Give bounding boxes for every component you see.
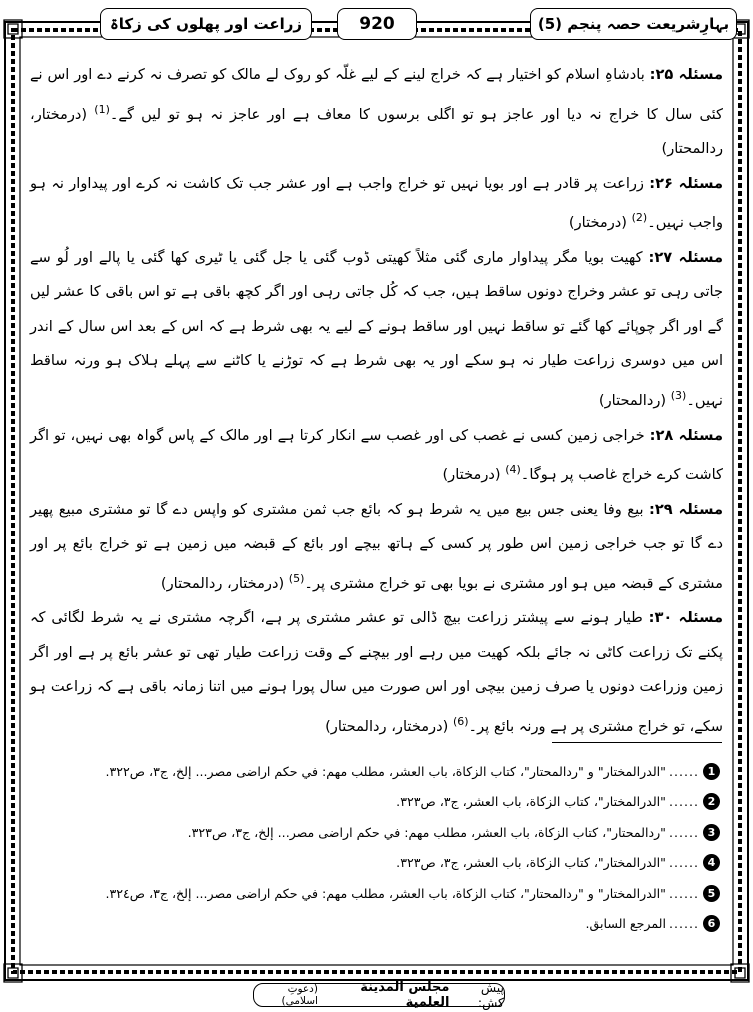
issue-label: مسئلہ ۲۶: [649, 174, 723, 192]
footnote-dots: ...... [668, 824, 699, 840]
publisher-footer [253, 980, 505, 1010]
footnote-dots: ...... [668, 763, 699, 779]
book-title-box [530, 8, 737, 40]
book-title: بہارِشریعت حصہ پنجم (5) [537, 15, 730, 33]
footnote-number: 5 [703, 885, 720, 902]
issue-30 [30, 601, 723, 744]
footnote-5 [30, 878, 720, 909]
footnote-text: "الدرالمختار"، كتاب الزكاة، باب العشر، ج٣، ص٣٢٣. [396, 855, 666, 871]
footer-prefix: پیش کش: [477, 980, 504, 1010]
issue-source: (درمختار) [568, 214, 627, 232]
footnote-text: "الدرالمختار"، كتاب الزكاة، باب العشر، ج٣، ص٣٢٣. [396, 794, 666, 810]
issue-source: (درمختار، ردالمحتار) [30, 105, 723, 158]
issue-25 [30, 58, 723, 167]
footnote-dots: ...... [668, 794, 699, 810]
issue-text: کھیت بویا مگر پیداوار ماری گئی مثلاً کھیتی ڈوب گئی یا جل گئی یا ٹیری کھا گئی یا پالے اور لُو سے جاتی رہی تو عشر وخراج دونوں ساقط ہیں، جب کہ کُل جاتی رہی اور اگر کچھ باقی ہے تو اس باقی کا عشر لیں گے اور اگر چوپائے کھا گئے تو ساقط نہیں اور ساقط ہونے کے لیے یہ بھی شرط ہے کہ اس کے بعد اس سال کے اندر اس میں دوسری زراعت طیار نہ ہو سکے اور یہ بھی شرط ہے کہ توڑنے یا کاٹنے سے پہلے ہلاک ہو ورنہ ساقط نہیں۔ [30, 248, 723, 409]
chapter-title: زراعت اور پھلوں کی زکاۃ [109, 15, 303, 33]
footnote-number: 4 [703, 854, 720, 871]
page-number-box [337, 8, 417, 40]
footnote-ref[interactable]: (3) [670, 389, 687, 403]
issue-source: (درمختار) [442, 465, 501, 483]
issue-label: مسئلہ ۲۵: [649, 66, 723, 83]
issue-26 [30, 167, 723, 241]
footnote-text: "الدرالمختار" و "ردالمحتار"، كتاب الزكاة، باب العشر، مطلب مهم: في حكم اراضى مصر... إلخ، ج٣، ص٣٢٢. [105, 763, 666, 779]
issue-source: (ردالمحتار) [598, 391, 667, 409]
publisher-sub: (دعوتِ اسلامی) [281, 983, 318, 1007]
issue-29 [30, 493, 723, 602]
footnote-number: 6 [703, 915, 720, 932]
footnotes [30, 756, 720, 939]
footnote-ref[interactable]: (1) [94, 102, 110, 116]
issue-source: (درمختار، ردالمحتار) [160, 574, 285, 592]
footnote-ref[interactable]: (6) [452, 714, 469, 728]
footnote-dots: ...... [668, 916, 699, 932]
footnote-text: المرجع السابق. [585, 916, 666, 932]
footnote-ref[interactable]: (4) [505, 463, 521, 477]
page-number: 920 [359, 14, 395, 34]
issue-28 [30, 419, 723, 493]
footnote-number: 2 [703, 793, 720, 810]
issue-text: زراعت پر قادر ہے اور بویا نہیں تو خراج واجب ہے اور عشر جب تک کاشت نہ کرے اور پیداوار نہ ہو واجب نہیں۔ [30, 174, 723, 232]
issue-text: طیار ہونے سے پیشتر زراعت بیچ ڈالی تو عشر مشتری پر ہے، اگرچہ مشتری نے یہ شرط لگائی کہ پکنے تک زراعت کاٹی نہ جائے بلکہ کھیت میں رہے اور بیچنے کے وقت زراعت طیار تھی تو عشر بائع پر ہے اور اگر زمین وزراعت دونوں یا صرف زمین بیچی اور اس صورت میں سال پورا ہونے میں اتنا زمانہ باقی ہے کہ زراعت ہو سکے، تو خراج مشتری پر ہے ورنہ بائع پر۔ [30, 609, 723, 735]
issue-text: بادشاہِ اسلام کو اختیار ہے کہ خراج لینے کے لیے غلّہ کو روک لے مالک کو تصرف نہ کرنے دے اور اس نے کئی سال کا خراج نہ دیا اور عاجز ہو تو اگلی برسوں کا معاف ہے اور عاجز نہ ہو تو لیں گے۔ [30, 66, 723, 123]
footnote-separator [552, 742, 722, 743]
footnote-text: "الدرالمختار" و "ردالمحتار"، كتاب الزكاة، باب العشر، مطلب مهم: في حكم اراضى مصر... إلخ، ج٣، ص٣٢٤. [105, 885, 666, 901]
issue-source: (درمختار، ردالمحتار) [325, 717, 449, 735]
footnote-1 [30, 756, 720, 787]
chapter-title-box [100, 8, 312, 40]
footnote-text: "ردالمحتار"، كتاب الزكاة، باب العشر، مطلب مهم: في حكم اراضى مصر... إلخ، ج٣، ص٣٢٣. [187, 824, 666, 840]
issue-text: خراجی زمین کسی نے غصب کی اور غصب سے انکار کرتا ہے اور مالک کے پاس گواہ بھی نہیں، تو اگر کاشت کرے خراج غاصب پر ہوگا۔ [30, 426, 723, 483]
issue-label: مسئلہ ۲۸: [649, 426, 723, 444]
footnote-dots: ...... [668, 885, 699, 901]
footnote-6 [30, 909, 720, 940]
issue-text: بیع وفا یعنی جس بیع میں یہ شرط ہو کہ بائع جب ثمن مشتری کو واپس دے گا تو مشتری مبیع پھیر دے گا تو جب خراجی زمین اس طور پر کسی کے ہاتھ بیچے اور بائع کے قبضہ میں زمین ہے تو خراج بائع پر اور مشتری کے قبضہ میں ہو اور مشتری نے بویا بھی تو خراج مشتری پر۔ [30, 500, 723, 592]
main-text [30, 58, 723, 744]
issue-label: مسئلہ ۲۹: [649, 500, 724, 518]
footnote-dots: ...... [668, 855, 699, 871]
footnote-ref[interactable]: (5) [288, 571, 305, 585]
footnote-3 [30, 817, 720, 848]
issue-label: مسئلہ ۲۷: [648, 248, 724, 266]
footnote-2 [30, 787, 720, 818]
footnote-number: 1 [703, 763, 720, 780]
issue-27 [30, 241, 723, 419]
footnote-4 [30, 848, 720, 879]
publisher-name: مجلس المدينة العلمية [360, 980, 450, 1010]
footnote-ref[interactable]: (2) [631, 211, 648, 225]
footnote-number: 3 [703, 824, 720, 841]
issue-label: مسئلہ ۳۰: [648, 609, 724, 627]
